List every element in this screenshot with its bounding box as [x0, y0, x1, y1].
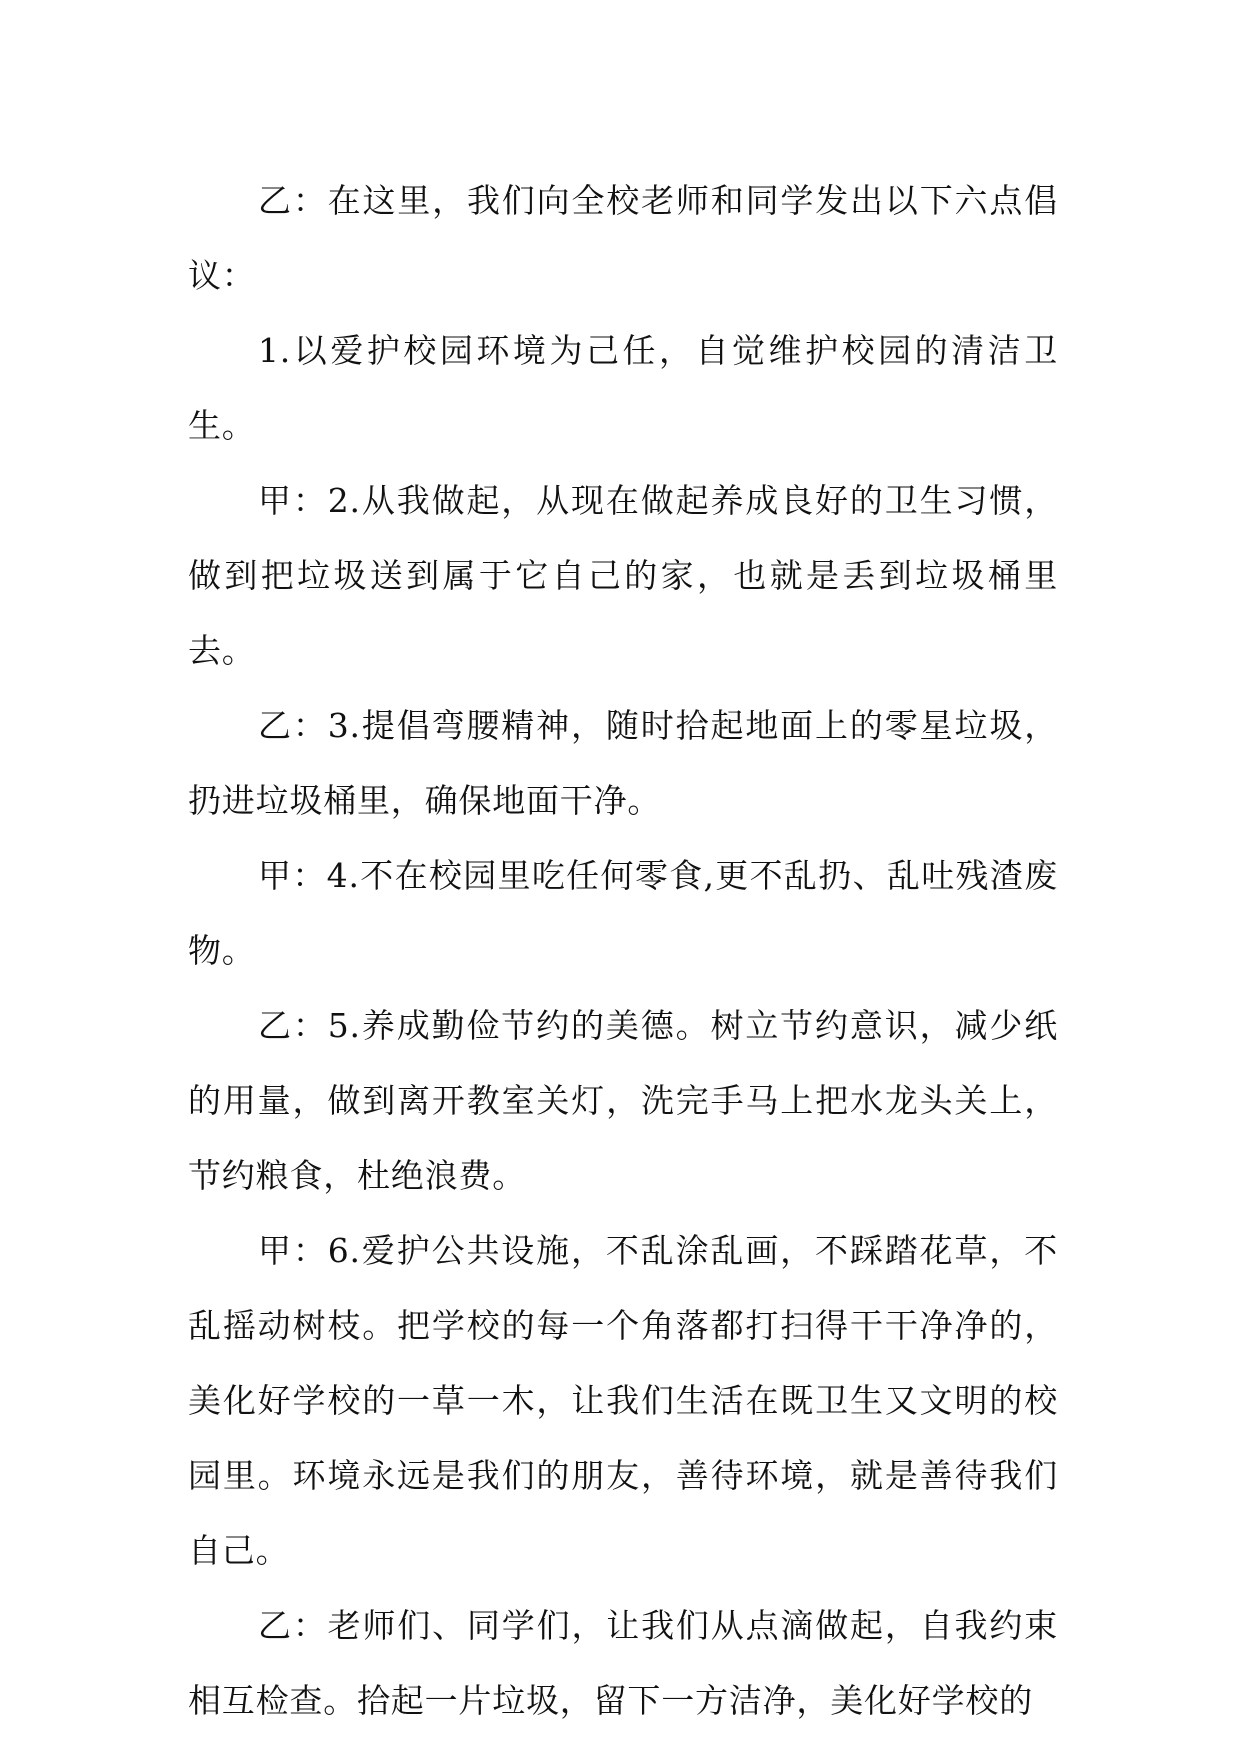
paragraph-item-6: 甲：6.爱护公共设施，不乱涂乱画，不踩踏花草，不乱摇动树枝。把学校的每一个角落都打扫得干干净净的，美化好学校的一草一木，让我们生活在既卫生又文明的校园里。环境永远是我们的朋友，善待环境，就是善待我们自己。	[188, 1231, 1058, 1570]
document-body	[188, 163, 1058, 1738]
paragraph-item-2: 甲：2.从我做起，从现在做起养成良好的卫生习惯，做到把垃圾送到属于它自己的家，也就是丢到垃圾桶里去。	[188, 481, 1058, 670]
paragraph-item-4: 甲：4.不在校园里吃任何零食,更不乱扔、乱吐残渣废物。	[188, 856, 1058, 970]
paragraph-item-1: 1.以爱护校园环境为己任，自觉维护校园的清洁卫生。	[188, 331, 1058, 445]
paragraph-item-3: 乙：3.提倡弯腰精神，随时拾起地面上的零星垃圾，扔进垃圾桶里，确保地面干净。	[188, 706, 1058, 820]
paragraph-item-5: 乙：5.养成勤俭节约的美德。树立节约意识，减少纸的用量，做到离开教室关灯，洗完手马上把水龙头关上，节约粮食，杜绝浪费。	[188, 1006, 1058, 1195]
paragraph-closing: 乙：老师们、同学们，让我们从点滴做起，自我约束相互检查。拾起一片垃圾，留下一方洁净，美化好学校的	[188, 1606, 1058, 1720]
paragraph-proposal-intro: 乙：在这里，我们向全校老师和同学发出以下六点倡议：	[188, 181, 1058, 295]
